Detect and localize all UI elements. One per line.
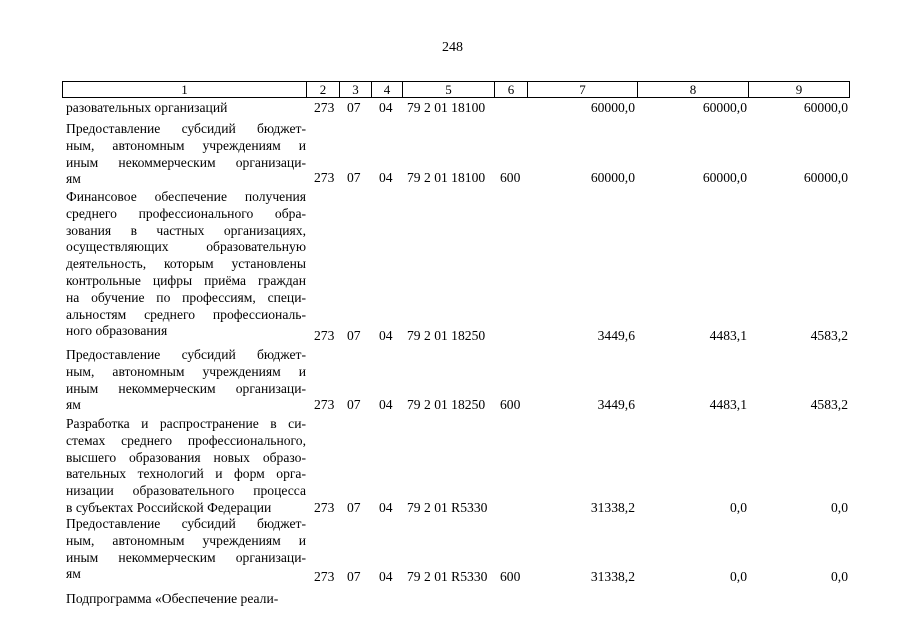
description-line: разовательных организаций: [66, 100, 228, 115]
description-line: зования в частных организациях,: [66, 222, 306, 238]
cell-c7: 3449,6: [597, 328, 635, 343]
page-number: 248: [442, 40, 463, 55]
description-line: Предоставление субсидий бюджет-: [66, 347, 306, 362]
cell-c8: 0,0: [730, 569, 747, 584]
cell-c6: 600: [500, 397, 521, 412]
cell-c7: 3449,6: [597, 397, 635, 412]
cell-c7: 31338,2: [590, 500, 635, 515]
description-line: высшего образования новых образо-: [66, 449, 306, 465]
cell-c3: 07: [347, 569, 361, 584]
description-line: среднего профессионального обра-: [66, 205, 306, 221]
cell-c3: 07: [347, 170, 361, 185]
row-description: [66, 416, 306, 517]
cell-c3: 07: [347, 500, 361, 515]
cell-c6: 600: [500, 569, 521, 584]
cell-c2: 273: [314, 328, 335, 343]
description-line: ным, автономным учреждениям и: [66, 532, 306, 548]
row-description: [66, 591, 306, 608]
description-line: в субъектах Российской Федерации: [66, 499, 272, 515]
cell-c8: 4483,1: [709, 397, 747, 412]
description-line: на обучение по профессиям, специ-: [66, 289, 306, 305]
header-col-7: 7: [527, 81, 638, 98]
description-line: ным, автономным учреждениям и: [66, 137, 306, 153]
cell-c2: 273: [314, 500, 335, 515]
header-col-1: 1: [62, 81, 307, 98]
cell-c5: 79 2 01 18100: [407, 100, 486, 115]
description-line: стемах среднего профессионального,: [66, 432, 306, 448]
description-line: ного образования: [66, 323, 168, 339]
header-col-4: 4: [371, 81, 403, 98]
description-line: Предоставление субсидий бюджет-: [66, 516, 306, 531]
description-line: ям: [66, 397, 81, 413]
cell-c8: 4483,1: [709, 328, 747, 343]
cell-c5: 79 2 01 18250: [407, 397, 486, 412]
row-description: [66, 516, 306, 583]
cell-c9: 60000,0: [803, 170, 848, 185]
row-description: [66, 100, 306, 117]
description-line: альностям среднего профессиональ-: [66, 306, 306, 322]
description-line: ным, автономным учреждениям и: [66, 363, 306, 379]
cell-c3: 07: [347, 397, 361, 412]
cell-c5: 79 2 01 18250: [407, 328, 486, 343]
header-col-3: 3: [339, 81, 372, 98]
cell-c5: 79 2 01 R5330: [407, 569, 488, 584]
cell-c4: 04: [379, 397, 393, 412]
header-col-8: 8: [637, 81, 749, 98]
description-line: Финансовое обеспечение получения: [66, 189, 306, 204]
cell-c9: 0,0: [831, 500, 848, 515]
cell-c8: 0,0: [730, 500, 747, 515]
row-description: [66, 121, 306, 188]
header-col-5: 5: [402, 81, 495, 98]
cell-c8: 60000,0: [702, 170, 747, 185]
description-line: иным некоммерческим организаци-: [66, 380, 306, 396]
cell-c7: 60000,0: [590, 170, 635, 185]
cell-c5: 79 2 01 18100: [407, 170, 486, 185]
cell-c9: 60000,0: [803, 100, 848, 115]
cell-c2: 273: [314, 170, 335, 185]
description-line: иным некоммерческим организаци-: [66, 549, 306, 565]
cell-c3: 07: [347, 100, 361, 115]
description-line: деятельность, которым установлены: [66, 256, 306, 272]
cell-c2: 273: [314, 569, 335, 584]
header-col-2: 2: [306, 81, 340, 98]
header-col-9: 9: [748, 81, 850, 98]
cell-c4: 04: [379, 500, 393, 515]
cell-c9: 4583,2: [810, 397, 848, 412]
description-line: Подпрограмма «Обеспечение реали-: [66, 591, 279, 606]
cell-c3: 07: [347, 328, 361, 343]
cell-c7: 31338,2: [590, 569, 635, 584]
cell-c8: 60000,0: [702, 100, 747, 115]
cell-c4: 04: [379, 100, 393, 115]
cell-c4: 04: [379, 328, 393, 343]
description-line: иным некоммерческим организаци-: [66, 154, 306, 170]
cell-c4: 04: [379, 569, 393, 584]
description-line: Предоставление субсидий бюджет-: [66, 121, 306, 136]
description-line: Разработка и распространение в си-: [66, 416, 306, 431]
description-line: низации образовательного процесса: [66, 483, 306, 499]
cell-c4: 04: [379, 170, 393, 185]
description-line: контрольные цифры приёма граждан: [66, 272, 306, 288]
description-line: вательных технологий и форм орга-: [66, 466, 306, 482]
cell-c6: 600: [500, 170, 521, 185]
cell-c2: 273: [314, 100, 335, 115]
row-description: [66, 347, 306, 414]
cell-c9: 4583,2: [810, 328, 848, 343]
cell-c2: 273: [314, 397, 335, 412]
header-col-6: 6: [494, 81, 528, 98]
cell-c9: 0,0: [831, 569, 848, 584]
cell-c7: 60000,0: [590, 100, 635, 115]
description-line: осуществляющих образовательную: [66, 239, 306, 255]
row-description: [66, 189, 306, 340]
description-line: ям: [66, 566, 81, 582]
cell-c5: 79 2 01 R5330: [407, 500, 488, 515]
description-line: ям: [66, 171, 81, 187]
